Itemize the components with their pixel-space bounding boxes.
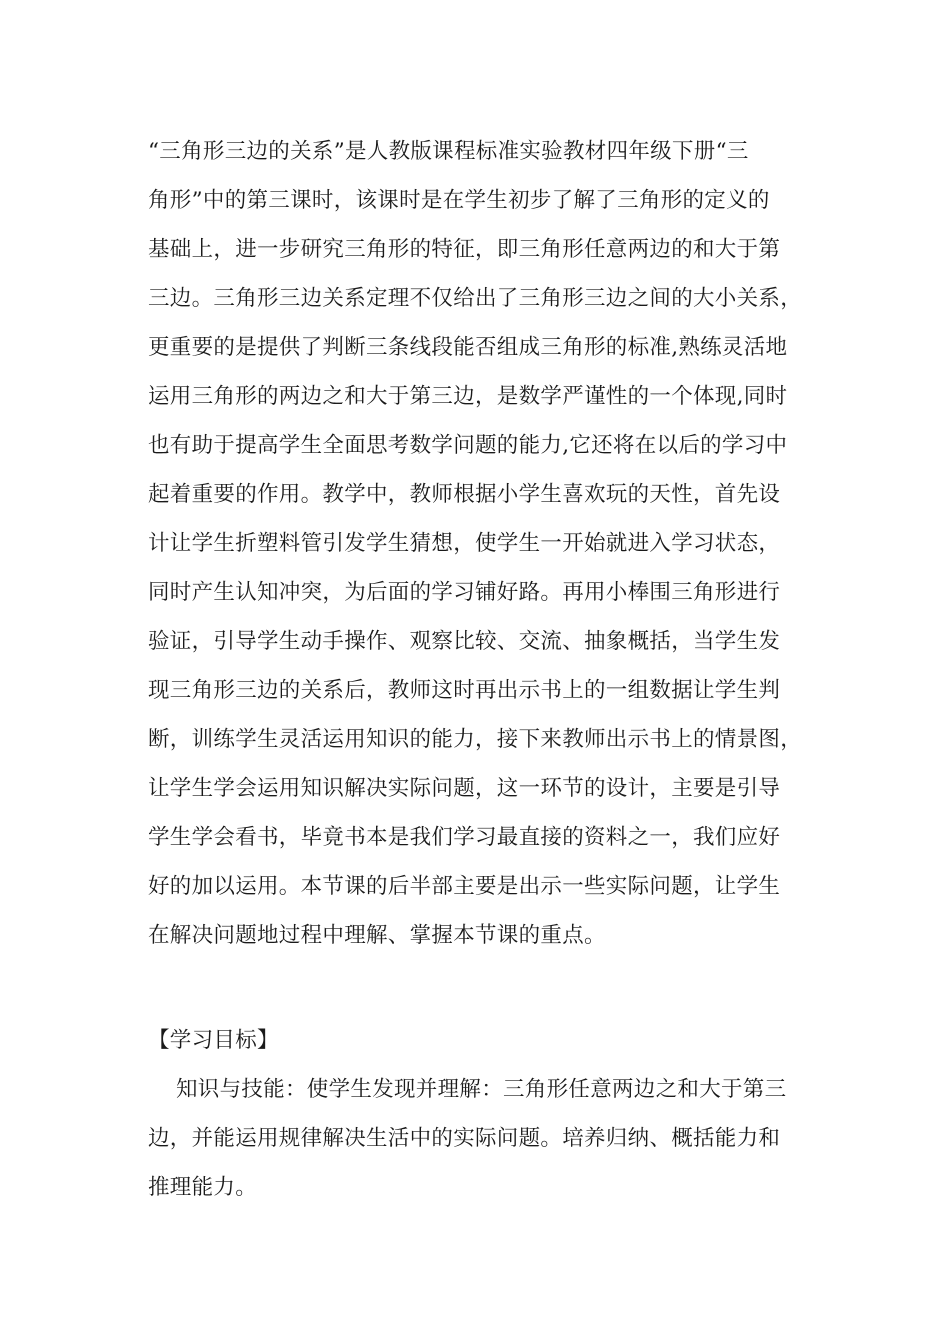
intro-line-13: 断，训练学生灵活运用知识的能力，接下来教师出示书上的情景图， <box>148 727 803 752</box>
objectives-line-2: 边，并能运用规律解决生活中的实际问题。培养归纳、概括能力和 <box>148 1126 781 1151</box>
intro-line-7: 也有助于提高学生全面思考数学问题的能力,它还将在以后的学习中 <box>148 433 788 458</box>
objectives-line-1: 知识与技能：使学生发现并理解：三角形任意两边之和大于第三 <box>176 1077 787 1102</box>
intro-line-8: 起着重要的作用。教学中，教师根据小学生喜欢玩的天性，首先设 <box>148 482 781 507</box>
intro-line-9: 计让学生折塑料管引发学生猜想，使学生一开始就进入学习状态， <box>148 531 781 556</box>
intro-line-17: 在解决问题地过程中理解、掌握本节课的重点。 <box>148 923 606 948</box>
intro-line-3: 基础上，进一步研究三角形的特征，即三角形任意两边的和大于第 <box>148 237 781 262</box>
intro-line-16: 好的加以运用。本节课的后半部主要是出示一些实际问题，让学生 <box>148 874 781 899</box>
intro-line-15: 学生学会看书，毕竟书本是我们学习最直接的资料之一，我们应好 <box>148 825 781 850</box>
intro-line-2: 角形”中的第三课时，该课时是在学生初步了解了三角形的定义的 <box>148 188 770 213</box>
intro-line-12: 现三角形三边的关系后，教师这时再出示书上的一组数据让学生判 <box>148 678 781 703</box>
intro-line-14: 让学生学会运用知识解决实际问题，这一环节的设计，主要是引导 <box>148 776 781 801</box>
intro-line-11: 验证，引导学生动手操作、观察比较、交流、抽象概括，当学生发 <box>148 629 781 654</box>
objectives-heading: 【学习目标】 <box>148 1028 279 1053</box>
intro-line-10: 同时产生认知冲突，为后面的学习铺好路。再用小棒围三角形进行 <box>148 580 781 605</box>
intro-line-5: 更重要的是提供了判断三条线段能否组成三角形的标准,熟练灵活地 <box>148 335 788 360</box>
intro-line-4: 三边。三角形三边关系定理不仅给出了三角形三边之间的大小关系， <box>148 286 803 311</box>
intro-line-1: “三角形三边的关系”是人教版课程标准实验教材四年级下册“三 <box>148 139 749 164</box>
objectives-line-3: 推理能力。 <box>148 1175 258 1200</box>
intro-line-6: 运用三角形的两边之和大于第三边，是数学严谨性的一个体现,同时 <box>148 384 788 409</box>
